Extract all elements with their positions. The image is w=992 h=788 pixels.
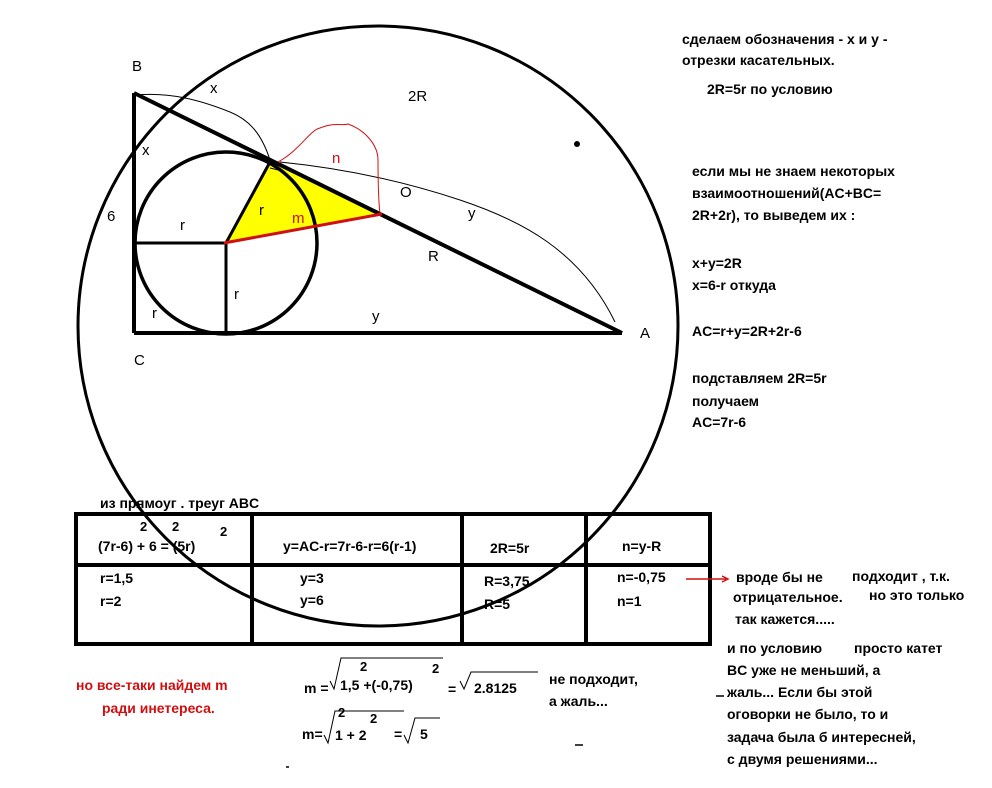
note-eq2: x=6-r откуда (692, 277, 776, 293)
label-y-bottom: y (372, 308, 380, 325)
cell-r-big-1: R=3,75 (484, 573, 530, 589)
side-note-8: задача была б интересней, (727, 729, 916, 745)
label-b: B (132, 58, 143, 75)
note-sub3: AC=7r-6 (692, 414, 747, 430)
label-r-vertical: r (234, 286, 239, 303)
table-caption: из прямоуг . треуг ABC (100, 495, 260, 511)
label-c: C (134, 352, 145, 369)
verdict-1: не подходит, (549, 671, 638, 687)
cell-r2: r=2 (100, 593, 122, 609)
side-note-1b: подходит , т.к. (852, 568, 950, 584)
formula1-equals: = (448, 681, 457, 697)
side-note-6: жаль... Если бы этой (727, 684, 873, 700)
cell-n1: n=-0,75 (617, 569, 666, 585)
side-note-7: оговорки не было, то и (727, 706, 889, 722)
label-a: A (640, 325, 651, 342)
note-line1: сделаем обозначения - x и y - (682, 31, 888, 47)
label-2r: 2R (408, 88, 428, 105)
sup-2-a: 2 (140, 519, 148, 534)
cell-r1: r=1,5 (100, 570, 134, 586)
formula1-sup-a: 2 (360, 659, 368, 674)
header-equation-2: y=AC-r=7r-6-r=6(r-1) (283, 538, 417, 554)
sup-2-c: 2 (220, 524, 228, 539)
formula1-sup-b: 2 (432, 661, 440, 676)
side-note-1a: вроде бы не (736, 569, 823, 585)
side-note-2a: отрицательное. (733, 589, 843, 605)
formula2-radicand: 1 + 2 (335, 727, 367, 743)
formula2-equals: = (394, 726, 403, 742)
label-y-top: y (468, 205, 476, 222)
label-x-left: x (142, 142, 150, 159)
header-equation-1: (7r-6) + 6 = (5r) (98, 538, 196, 554)
label-r-radius: r (259, 202, 264, 219)
side-note-2b: но это только (869, 587, 965, 603)
side-note-4a: и по условию (727, 640, 823, 656)
label-r-corner: r (152, 305, 157, 322)
cell-y2: y=6 (300, 592, 324, 608)
formula2-value: 5 (420, 726, 428, 742)
label-n: n (332, 150, 341, 167)
cell-r-big-2: R=5 (484, 596, 511, 612)
verdict-2: а жаль... (549, 693, 608, 709)
formula1-value: 2.8125 (474, 680, 517, 696)
red-note-1: но все-таки найдем m (76, 677, 228, 693)
label-x-top: x (210, 80, 218, 97)
note-p2: взаимоотношений(AC+BC= (692, 185, 882, 201)
formula2-sup-b: 2 (370, 711, 378, 726)
sup-2-b: 2 (172, 519, 180, 534)
circumcircle (78, 26, 678, 626)
formula1-prefix: m = (304, 680, 329, 696)
label-six: 6 (107, 208, 116, 225)
cell-y1: y=3 (300, 570, 324, 586)
side-note-4b: просто катет (854, 640, 943, 656)
brace-y (280, 162, 615, 322)
note-sub1: подставляем 2R=5r (692, 370, 827, 386)
side-note-9: с двумя решениями... (727, 751, 878, 767)
red-note-2: ради инетереса. (102, 700, 215, 716)
label-r-horizontal: r (180, 217, 185, 234)
label-m: m (292, 210, 305, 227)
formula2-sup-a: 2 (338, 705, 346, 720)
note-p3: 2R+2r), то выведем их : (692, 207, 856, 223)
formula2-prefix: m= (302, 726, 323, 742)
hypotenuse-ab (134, 93, 622, 333)
note-eq1: x+y=2R (692, 255, 742, 271)
formula1-radicand: 1,5 +(-0,75) (340, 677, 413, 693)
note-condition: 2R=5r по условию (707, 81, 833, 97)
label-o: O (400, 184, 412, 201)
header-equation-4: n=y-R (622, 538, 662, 554)
note-line2: отрезки касательных. (682, 52, 835, 68)
note-p1: если мы не знаем некоторых (692, 163, 895, 179)
side-note-5: BC уже не меньший, а (727, 662, 881, 678)
note-sub2: получаем (692, 393, 760, 409)
dot-mark (574, 141, 580, 147)
side-note-3: так кажется..... (735, 611, 835, 627)
label-r-big: R (428, 248, 439, 265)
note-eq3: AC=r+y=2R+2r-6 (692, 323, 802, 339)
header-equation-3: 2R=5r (490, 540, 530, 556)
cell-n2: n=1 (617, 593, 642, 609)
